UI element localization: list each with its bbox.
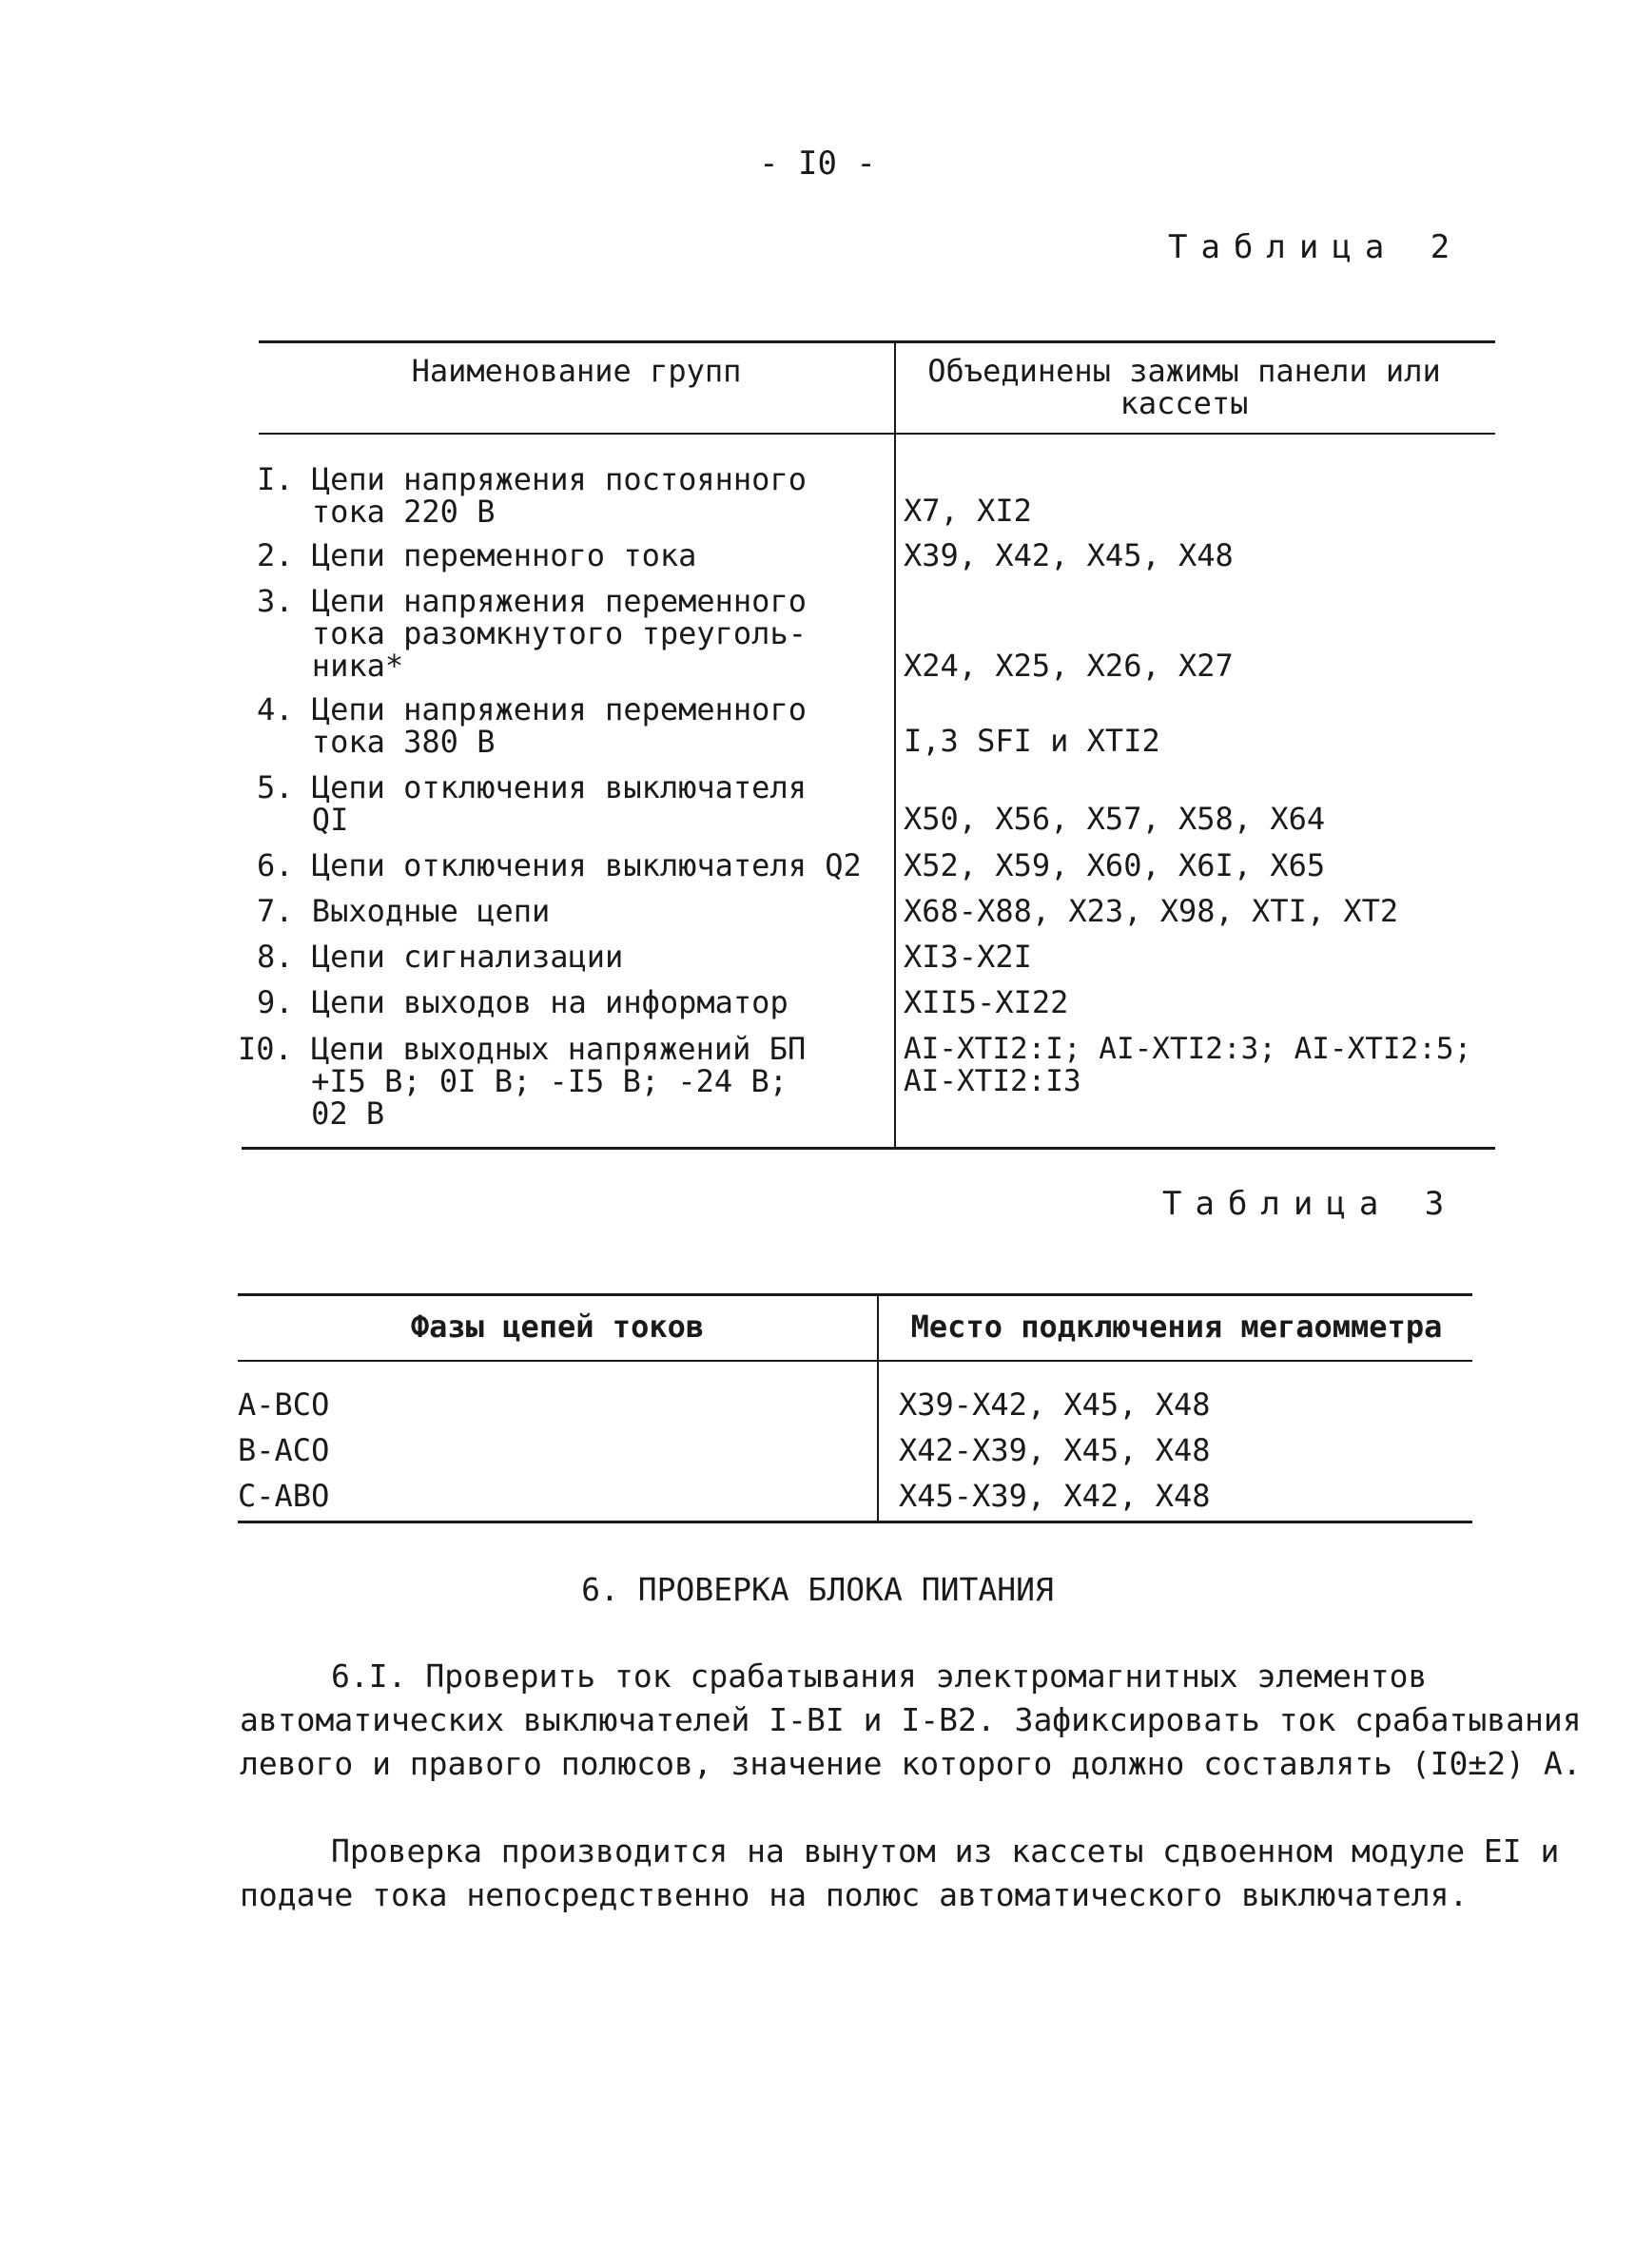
table2-row-7-group: 7. Выходные цепи bbox=[257, 893, 551, 929]
table2-row-9-group: 9. Цепи выходов на информатор bbox=[257, 984, 788, 1020]
paragraph-check: Проверка производится на вынутом из кассеты сдвоенном модуле ЕI и подаче тока непосредственно на полюс автоматического выключателя. bbox=[240, 1832, 1560, 1913]
table3-row-3-connection: Х45-Х39, Х42, Х48 bbox=[899, 1478, 1211, 1514]
table2-row-2-terminals: Х39, Х42, Х45, Х48 bbox=[904, 537, 1234, 573]
table2-row-4-group: 4. Цепи напряжения переменного тока 380 В bbox=[257, 691, 807, 760]
table3-row-1-connection: Х39-Х42, Х45, Х48 bbox=[899, 1386, 1211, 1423]
table2-row-10-group: I0. Цепи выходных напряжений БП +I5 В; 0I В; -I5 В; -24 В; 02 В bbox=[238, 1031, 807, 1132]
table3-row-3-phase: С-АВО bbox=[238, 1478, 330, 1514]
table2-column-divider bbox=[894, 340, 896, 1149]
table2-row-1-terminals: Х7, ХI2 bbox=[904, 493, 1032, 529]
table2-row-6-group: 6. Цепи отключения выключателя Q2 bbox=[257, 847, 862, 883]
table2-row-4-terminals: I,3 SFI и ХТI2 bbox=[904, 723, 1160, 759]
table2-row-8-group: 8. Цепи сигнализации bbox=[257, 939, 624, 975]
table2-row-5-group: 5. Цепи отключения выключателя QI bbox=[257, 769, 807, 838]
table3-row-2-connection: Х42-Х39, Х45, Х48 bbox=[899, 1432, 1211, 1468]
table3-header-rule bbox=[238, 1360, 1472, 1362]
table3-row-2-phase: В-АСО bbox=[238, 1432, 330, 1468]
table2-row-1-group: I. Цепи напряжения постоянного тока 220 В bbox=[257, 461, 807, 530]
table3-header-connection: Место подключения мегаомметра bbox=[910, 1308, 1443, 1345]
paragraph-6-1: 6.I. Проверить ток срабатывания электромагнитных элементов автоматических выключателей I-ВI и I-В2. Зафиксировать ток срабатывания левого и правого полюсов, значение которого должно составлять (I0±2) А. bbox=[240, 1657, 1582, 1782]
table2-row-3-group: 3. Цепи напряжения переменного тока разомкнутого треуголь- ника* bbox=[257, 583, 807, 684]
table2-row-8-terminals: ХI3-Х2I bbox=[904, 939, 1032, 975]
table2-header-group: Наименование групп bbox=[411, 353, 742, 389]
table3-top-rule bbox=[238, 1293, 1472, 1296]
table2-row-10-terminals: АI-ХТI2:I; АI-ХТI2:3; АI-ХТI2:5; АI-ХТI2:I3 bbox=[904, 1032, 1472, 1098]
table2-row-3-terminals: Х24, Х25, Х26, Х27 bbox=[904, 648, 1234, 684]
table2-row-5-terminals: Х50, Х56, Х57, Х58, Х64 bbox=[904, 801, 1326, 837]
table3-header-phases: Фазы цепей токов bbox=[410, 1308, 705, 1345]
table3-bottom-rule bbox=[238, 1521, 1472, 1523]
table2-header-rule bbox=[259, 433, 1495, 435]
table2-caption: Таблица 2 bbox=[1168, 228, 1464, 266]
table2-row-7-terminals: Х68-Х88, Х23, Х98, ХТI, ХТ2 bbox=[904, 893, 1399, 929]
table2-row-2-group: 2. Цепи переменного тока bbox=[257, 537, 697, 573]
table3-column-divider bbox=[877, 1293, 879, 1522]
table2-row-9-terminals: ХII5-ХI22 bbox=[904, 984, 1069, 1020]
table2-row-6-terminals: Х52, Х59, Х60, Х6I, Х65 bbox=[904, 847, 1326, 883]
section-title: 6. ПРОВЕРКА БЛОКА ПИТАНИЯ bbox=[581, 1571, 1054, 1608]
table2-bottom-rule bbox=[242, 1147, 1495, 1150]
table2-top-rule bbox=[259, 340, 1495, 343]
table3-row-1-phase: А-ВСО bbox=[238, 1386, 330, 1423]
page-number: - I0 - bbox=[759, 145, 876, 183]
table3-caption: Таблица 3 bbox=[1162, 1185, 1458, 1223]
table2-header-terminals: Объединены зажимы панели или кассеты bbox=[927, 353, 1441, 421]
